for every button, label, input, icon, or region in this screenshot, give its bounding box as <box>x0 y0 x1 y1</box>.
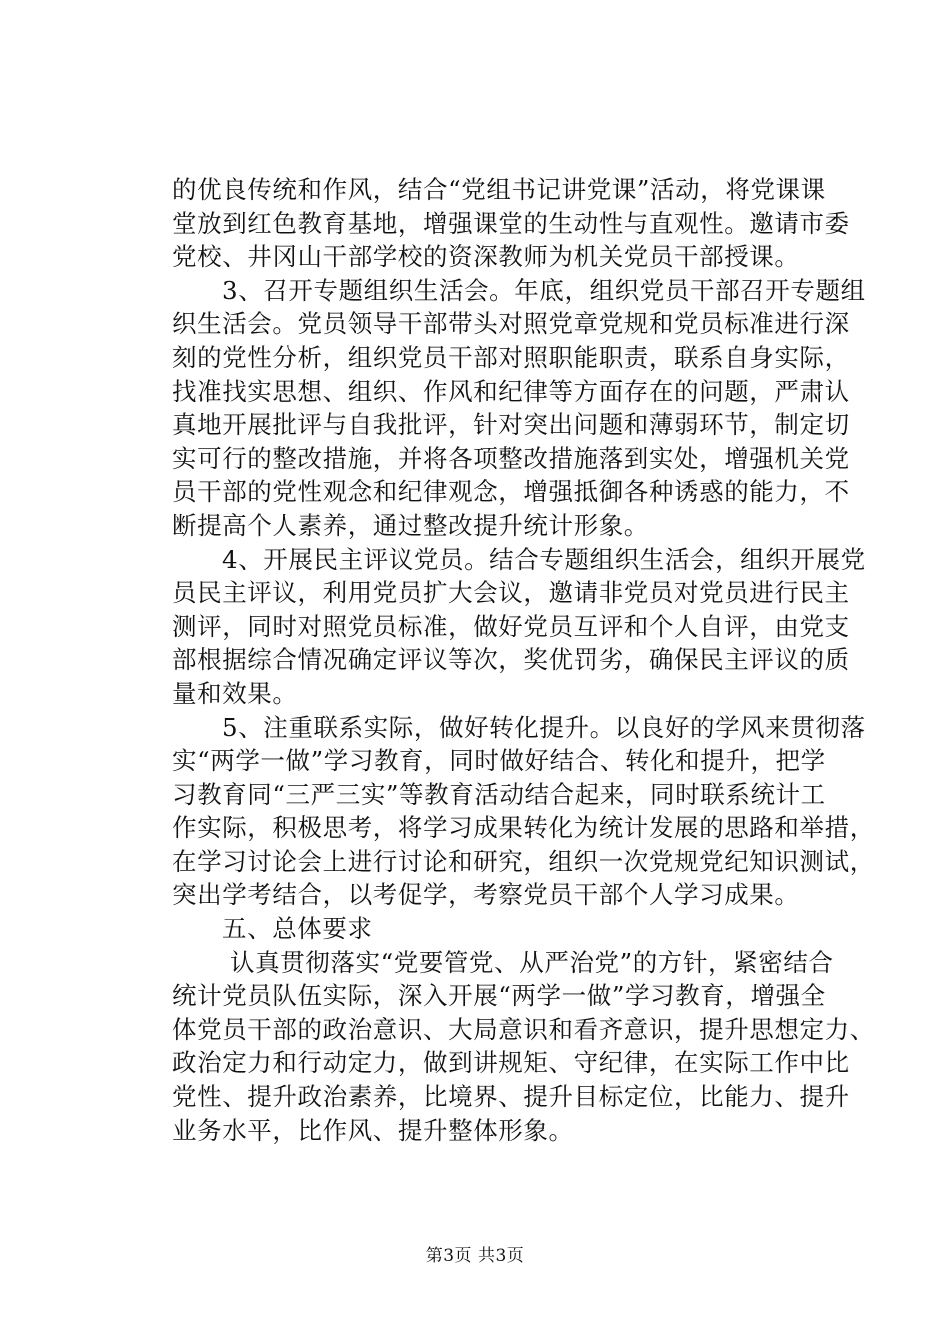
text-line: 找准找实思想、组织、作风和纪律等方面存在的问题，严肃认 <box>172 376 850 406</box>
text-line: 员干部的党性观念和纪律观念，增强抵御各种诱惑的能力，不 <box>172 477 850 507</box>
text-line: 堂放到红色教育基地，增强课堂的生动性与直观性。邀请市委 <box>172 208 850 238</box>
text-line: 测评，同时对照党员标准，做好党员互评和个人自评，由党支 <box>172 611 850 641</box>
text-line: 突出学考结合，以考促学，考察党员干部个人学习成果。 <box>172 880 800 910</box>
text-line: 统计党员队伍实际，深入开展“两学一做”学习教育，增强全 <box>172 981 826 1011</box>
section-5-heading-line: 5、注重联系实际，做好转化提升。以良好的学风来贯彻落 <box>222 712 866 742</box>
text-line: 习教育同“三严三实”等教育活动结合起来，同时联系统计工 <box>172 779 826 809</box>
text-line: 员民主评议，利用党员扩大会议，邀请非党员对党员进行民主 <box>172 578 850 608</box>
text-line: 断提高个人素养，通过整改提升统计形象。 <box>172 510 649 540</box>
text-line: 体党员干部的政治意识、大局意识和看齐意识，提升思想定力、 <box>172 1014 875 1044</box>
section-heading: 五、总体要求 <box>222 914 373 944</box>
text-line: 实“两学一做”学习教育，同时做好结合、转化和提升，把学 <box>172 746 826 776</box>
text-line: 党校、井冈山干部学校的资深教师为机关党员干部授课。 <box>172 242 800 272</box>
section-4-heading-line: 4、开展民主评议党员。结合专题组织生活会，组织开展党 <box>222 544 866 574</box>
text-line: 真地开展批评与自我批评，针对突出问题和薄弱环节，制定切 <box>172 410 850 440</box>
section-3-heading-line: 3、召开专题组织生活会。年底，组织党员干部召开专题组 <box>222 275 866 305</box>
text-line: 在学习讨论会上进行讨论和研究，组织一次党规党纪知识测试， <box>172 846 875 876</box>
text-line: 政治定力和行动定力，做到讲规矩、守纪律，在实际工作中比 <box>172 1048 850 1078</box>
text-line: 的优良传统和作风，结合“党组书记讲党课”活动，将党课课 <box>172 175 826 204</box>
text-line: 部根据综合情况确定评议等次，奖优罚劣，确保民主评议的质 <box>172 645 850 675</box>
text-line: 织生活会。党员领导干部带头对照党章党规和党员标准进行深 <box>172 309 850 339</box>
text-line: 作实际，积极思考，将学习成果转化为统计发展的思路和举措， <box>172 813 875 843</box>
text-line: 刻的党性分析，组织党员干部对照职能职责，联系自身实际， <box>172 342 850 372</box>
text-line: 量和效果。 <box>172 678 298 708</box>
text-line: 党性、提升政治素养，比境界、提升目标定位，比能力、提升 <box>172 1082 850 1112</box>
text-line: 实可行的整改措施，并将各项整改措施落到实处，增强机关党 <box>172 443 850 473</box>
document-body <box>172 173 875 1147</box>
text-line: 业务水平，比作风、提升整体形象。 <box>172 1115 574 1145</box>
paragraph-first-line: 认真贯彻落实“党要管党、从严治党”的方针，紧密结合 <box>230 947 834 977</box>
page-number-footer: 第3页 共3页 <box>425 1246 525 1266</box>
